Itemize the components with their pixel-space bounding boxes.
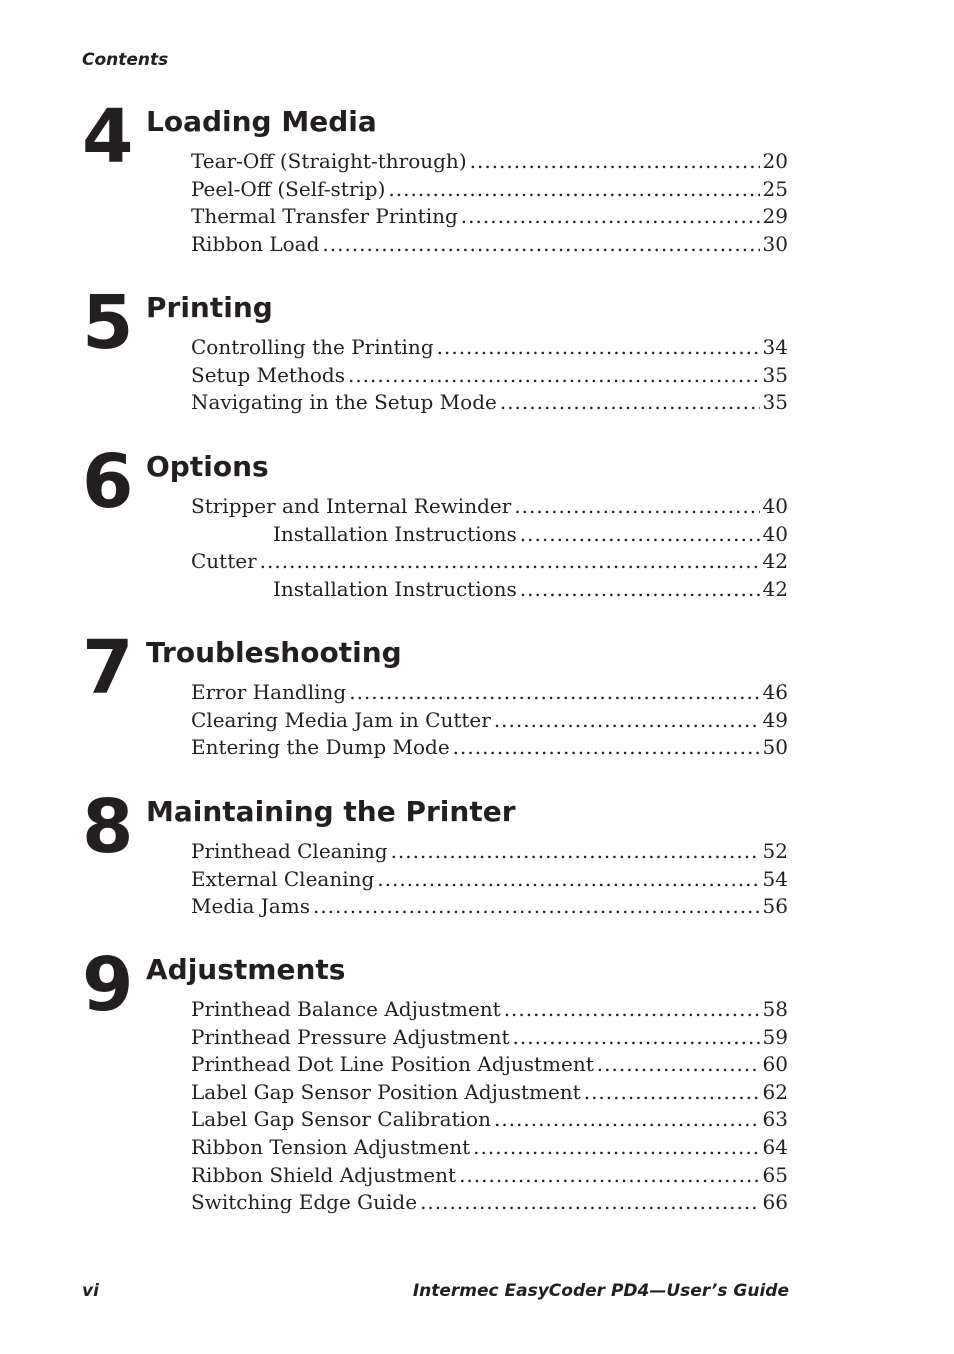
toc-entry-list	[191, 680, 788, 763]
footer-document-title: Intermec EasyCoder PD4—User’s Guide	[412, 1281, 789, 1301]
toc-entry-label: Thermal Transfer Printing	[191, 204, 458, 229]
toc-entry-page: 34	[762, 335, 788, 359]
dot-leader	[377, 867, 759, 891]
toc-entry-list	[191, 335, 788, 418]
dot-leader	[494, 1107, 760, 1131]
toc-entry[interactable]	[191, 149, 788, 177]
toc-entry-page: 66	[762, 1190, 788, 1215]
toc-entry-label: Tear-Off (Straight-through)	[191, 149, 467, 173]
chapter-number: 9	[82, 942, 131, 1028]
toc-entry-label: Label Gap Sensor Calibration	[191, 1107, 491, 1132]
toc-subentry[interactable]	[191, 522, 788, 550]
toc-entry[interactable]	[191, 894, 788, 922]
toc-entry-label: Clearing Media Jam in Cutter	[191, 707, 491, 732]
toc-entry[interactable]	[191, 680, 788, 708]
toc-subentry[interactable]	[191, 577, 788, 605]
toc-entry-page: 35	[762, 390, 788, 415]
dot-leader	[391, 839, 760, 863]
toc-entry-list	[191, 839, 788, 922]
toc-entry[interactable]	[191, 363, 788, 391]
toc-entry-label: Switching Edge Guide	[191, 1190, 418, 1215]
toc-entry-label: Printhead Cleaning	[191, 839, 388, 863]
dot-leader	[473, 1135, 759, 1159]
toc-entry[interactable]	[191, 997, 788, 1025]
toc-entry[interactable]	[191, 1025, 788, 1053]
toc-entry-page: 40	[762, 521, 788, 546]
toc-entry-page: 58	[762, 997, 788, 1021]
toc-entry-page: 52	[762, 839, 788, 863]
toc-entry-page: 46	[762, 680, 788, 704]
chapter-title: Maintaining the Printer	[146, 795, 516, 828]
toc-entry-page: 25	[762, 176, 788, 201]
toc-entry-label: Installation Instructions	[273, 576, 517, 601]
toc-entry[interactable]	[191, 204, 788, 232]
toc-entry[interactable]	[191, 335, 788, 363]
toc-entry[interactable]	[191, 1107, 788, 1135]
toc-entry[interactable]	[191, 1080, 788, 1108]
toc-entry-label: Entering the Dump Mode	[191, 735, 450, 760]
dot-leader	[584, 1080, 760, 1104]
dot-leader	[461, 204, 760, 228]
dot-leader	[388, 177, 759, 201]
toc-entry[interactable]	[191, 549, 788, 577]
toc-entry-label: Ribbon Tension Adjustment	[191, 1134, 471, 1159]
toc-entry-page: 42	[762, 549, 788, 574]
toc-entry-page: 63	[762, 1107, 788, 1132]
toc-entry-page: 40	[762, 494, 788, 518]
toc-entry-page: 54	[762, 866, 788, 891]
dot-leader	[349, 680, 759, 704]
toc-entry-label: Installation Instructions	[273, 521, 517, 546]
toc-entry[interactable]	[191, 177, 788, 205]
dot-leader	[453, 735, 760, 759]
toc-entry[interactable]	[191, 1135, 788, 1163]
toc-entry-label: Ribbon Load	[191, 231, 320, 256]
dot-leader	[459, 1163, 759, 1187]
toc-entry[interactable]	[191, 1190, 788, 1218]
dot-leader	[313, 894, 760, 918]
toc-entry-page: 50	[762, 735, 788, 760]
chapter-title: Adjustments	[146, 953, 346, 986]
toc-entry-page: 49	[762, 707, 788, 732]
toc-entry-page: 20	[762, 149, 788, 173]
toc-entry-label: Controlling the Printing	[191, 335, 434, 359]
toc-entry-label: Cutter	[191, 549, 257, 574]
toc-entry-label: Setup Methods	[191, 362, 345, 387]
toc-entry[interactable]	[191, 839, 788, 867]
dot-leader	[514, 494, 759, 518]
toc-entry-page: 59	[762, 1024, 788, 1049]
toc-entry[interactable]	[191, 1163, 788, 1191]
dot-leader	[597, 1052, 760, 1076]
dot-leader	[494, 708, 760, 732]
dot-leader	[520, 522, 760, 546]
toc-entry[interactable]	[191, 735, 788, 763]
toc-entry-list	[191, 149, 788, 259]
running-header: Contents	[82, 50, 169, 70]
toc-entry-page: 65	[762, 1162, 788, 1187]
toc-entry-page: 56	[762, 894, 788, 919]
toc-entry-label: Ribbon Shield Adjustment	[191, 1162, 457, 1187]
toc-entry[interactable]	[191, 390, 788, 418]
toc-entry-label: Printhead Dot Line Position Adjustment	[191, 1052, 594, 1077]
toc-entry-page: 64	[762, 1134, 788, 1159]
footer-page-number: vi	[82, 1281, 99, 1301]
toc-entry-list	[191, 494, 788, 604]
toc-entry-label: Stripper and Internal Rewinder	[191, 494, 512, 518]
chapter-title: Loading Media	[146, 105, 377, 138]
toc-entry-page: 60	[762, 1052, 788, 1077]
dot-leader	[420, 1190, 759, 1214]
dot-leader	[348, 363, 760, 387]
dot-leader	[504, 997, 760, 1021]
chapter-number: 5	[82, 280, 131, 366]
toc-entry-label: Printhead Balance Adjustment	[191, 997, 501, 1021]
dot-leader	[500, 390, 760, 414]
chapter-number: 7	[82, 625, 131, 711]
toc-entry[interactable]	[191, 708, 788, 736]
chapter-number: 4	[82, 94, 131, 180]
toc-entry-page: 42	[762, 576, 788, 601]
toc-entry-label: Navigating in the Setup Mode	[191, 390, 497, 415]
toc-entry-page: 62	[762, 1079, 788, 1104]
chapter-title: Options	[146, 450, 269, 483]
toc-entry-label: Peel-Off (Self-strip)	[191, 176, 386, 201]
toc-entry-label: Media Jams	[191, 894, 310, 919]
toc-entry-label: External Cleaning	[191, 866, 375, 891]
dot-leader	[260, 549, 760, 573]
chapter-title: Troubleshooting	[146, 636, 402, 669]
chapter-number: 6	[82, 439, 131, 525]
toc-entry-label: Label Gap Sensor Position Adjustment	[191, 1079, 581, 1104]
toc-entry-page: 29	[762, 204, 788, 229]
chapter-title: Printing	[146, 291, 273, 324]
toc-entry-list	[191, 997, 788, 1218]
toc-entry[interactable]	[191, 232, 788, 260]
toc-entry[interactable]	[191, 494, 788, 522]
dot-leader	[437, 335, 760, 359]
dot-leader	[520, 577, 760, 601]
toc-entry-label: Error Handling	[191, 680, 347, 704]
dot-leader	[322, 232, 759, 256]
toc-entry-page: 30	[762, 231, 788, 256]
toc-entry-label: Printhead Pressure Adjustment	[191, 1024, 510, 1049]
toc-entry[interactable]	[191, 867, 788, 895]
toc-entry-page: 35	[762, 362, 788, 387]
dot-leader	[513, 1025, 760, 1049]
toc-entry[interactable]	[191, 1052, 788, 1080]
dot-leader	[470, 149, 760, 173]
chapter-number: 8	[82, 784, 131, 870]
